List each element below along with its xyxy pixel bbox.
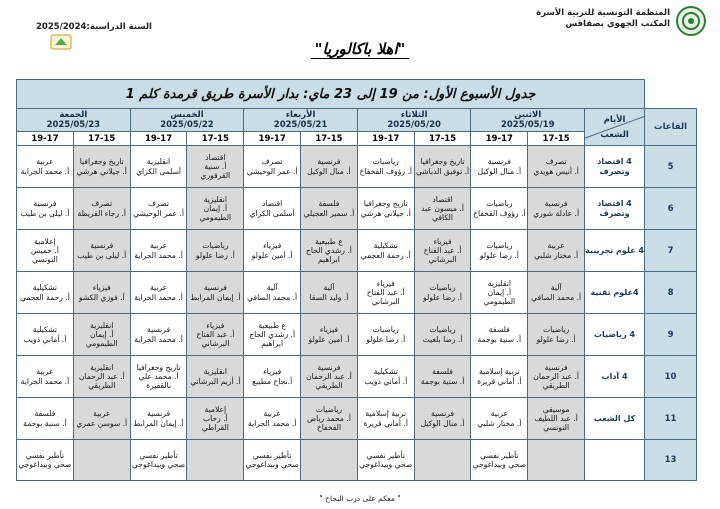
session-cell: انقليزية أسلمى الكراي — [130, 146, 187, 188]
room-number: 13 — [645, 440, 697, 481]
session-cell: تأطير نفسي صحي وبيداغوجي — [244, 440, 301, 481]
time-slot-header: 19-17 — [244, 132, 301, 146]
session-cell: فرنسية أ. ليلى بن طيب — [73, 230, 130, 272]
session-cell: عربية أ. محمد الجراية — [17, 356, 74, 398]
title-row — [17, 80, 697, 109]
session-cell: تاريخ وجغرافيا أ. توفيق الدباشي — [414, 146, 471, 188]
time-slot-header: 19-17 — [130, 132, 187, 146]
session-cell: اقتصاد أسلمى الكراي — [244, 188, 301, 230]
schedule-row — [17, 272, 697, 314]
session-cell: عربية أ. محمد الجراية — [130, 272, 187, 314]
time-slot-header: 19-17 — [17, 132, 74, 146]
session-cell: تأطير نفسي صحي وبيداغوجي — [357, 440, 414, 481]
section-name: 4 رياضيات — [585, 314, 645, 356]
session-cell: فرنسية أ. إيمان المرابط — [130, 398, 187, 440]
room-number: 9 — [645, 314, 697, 356]
days-row — [17, 109, 697, 132]
session-cell: تأطير نفسي صحي وبيداغوجي — [130, 440, 187, 481]
session-cell: تشكيلية أ. أماني ذويب — [17, 314, 74, 356]
day-header-friday: الجمعة 2025/05/23 — [17, 109, 131, 132]
session-cell: رياضيات أ. رضا علولو — [528, 314, 585, 356]
session-cell: فرنسية أ. منال الوكيل — [471, 146, 528, 188]
session-cell: انقليزية أ. إيمان الطيمومي — [471, 272, 528, 314]
session-cell: اقتصاد أ. ميسون عبد الكافي — [414, 188, 471, 230]
time-slot-header: 17-15 — [301, 132, 358, 146]
organization-header — [536, 8, 670, 30]
blank-corner — [645, 80, 697, 109]
time-slot-header: 17-15 — [73, 132, 130, 146]
room-number: 11 — [645, 398, 697, 440]
session-cell: رياضيات أ. محمد رياض الفخفاخ — [301, 398, 358, 440]
session-cell: تصرف أ. عمر الوحيشي — [244, 146, 301, 188]
session-cell: موسيقى أ. عبد اللطيف التونسي — [528, 398, 585, 440]
session-cell: عربية أ. محمد الجراية — [130, 230, 187, 272]
schedule-table-wrapper — [16, 79, 696, 481]
session-cell: عربية أ. محمد الجراية — [17, 146, 74, 188]
schedule-row — [17, 440, 697, 481]
room-number: 7 — [645, 230, 697, 272]
session-cell — [528, 440, 585, 481]
session-cell: فلسفة أ. سمير العجيلي — [301, 188, 358, 230]
session-cell: انقليزية أ. عبد الرحمان الطريقي — [73, 356, 130, 398]
time-slot-header: 17-15 — [528, 132, 585, 146]
session-cell: فرنسية أ. إيمان المرابط — [187, 272, 244, 314]
session-cell — [73, 440, 130, 481]
session-cell: فلسفة أ. سنية بوجمة — [17, 398, 74, 440]
session-cell: رياضيات أ. رضا علولو — [187, 230, 244, 272]
day-header-monday: الاثنين 2025/05/19 — [471, 109, 585, 132]
session-cell: فيزياء أ. أمين علولو — [244, 230, 301, 272]
session-cell: فيزياء أ. عبد الفتاح البرشاني — [187, 314, 244, 356]
section-name: 4 اقتصاد وتصرف — [585, 146, 645, 188]
session-cell: تشكيلية أ. رحمة العجمي — [17, 272, 74, 314]
session-cell: عربية أ. مختار شلبي — [528, 230, 585, 272]
session-cell: فلسفة أ. سنية بوجمة — [414, 356, 471, 398]
rooms-header: القاعات — [645, 109, 697, 146]
regional-office: المكتب الجهوي بصفاقس — [565, 19, 670, 29]
session-cell: عربية أ. مختار شلبي — [471, 398, 528, 440]
session-cell — [414, 440, 471, 481]
session-cell: ع طبيعية أ. رشدي الحاج ابراهيم — [301, 230, 358, 272]
session-cell: فلسفة أ. سنية بوجمة — [471, 314, 528, 356]
day-header-wednesday: الأربعاء 2025/05/21 — [244, 109, 358, 132]
section-name: 4 اقتصاد وتصرف — [585, 188, 645, 230]
time-slot-header: 17-15 — [187, 132, 244, 146]
time-slot-header: 17-15 — [414, 132, 471, 146]
section-name: 4علوم تقنية — [585, 272, 645, 314]
session-cell: إعلامية أ. خميس التونسي — [17, 230, 74, 272]
day-header-tuesday: الثلاثاء 2025/05/20 — [357, 109, 471, 132]
session-cell: فرنسية أ. منال الوكيل — [414, 398, 471, 440]
schedule-row — [17, 146, 697, 188]
schedule-row — [17, 314, 697, 356]
schedule-row — [17, 188, 697, 230]
schedule-row — [17, 398, 697, 440]
session-cell: تصرف أ. رجاء القريظة — [73, 188, 130, 230]
session-cell: تاريخ وجغرافيا أ. جيلاني هرشي — [73, 146, 130, 188]
session-cell: رياضيات أ. رضا بلغيث — [414, 314, 471, 356]
session-cell: آلية أ. محمد الصافي — [528, 272, 585, 314]
session-cell: انقليزية أ. إيمان الطيمومي — [187, 188, 244, 230]
session-cell: آلية أ. وليد السقا — [301, 272, 358, 314]
session-cell: رياضيات أ. رؤوف الفخفاخ — [471, 188, 528, 230]
session-cell: فرنسية أ. عبد الرحمان الطريقي — [528, 356, 585, 398]
session-cell: تأطير نفسي صحي وبيداغوجي — [471, 440, 528, 481]
room-number: 10 — [645, 356, 697, 398]
schedule-row — [17, 356, 697, 398]
schedule-row — [17, 230, 697, 272]
room-number: 6 — [645, 188, 697, 230]
days-sections-header: الأيام الشعب — [585, 109, 645, 146]
session-cell: فيزياء أ. عبد الفتاح البرشاني — [414, 230, 471, 272]
session-cell: انقليزية أ. أريم البرشاني — [187, 356, 244, 398]
room-number: 8 — [645, 272, 697, 314]
room-number: 5 — [645, 146, 697, 188]
session-cell: تاريخ وجغرافيا أ. محمد علي بالقفيرة — [130, 356, 187, 398]
welcome-title: "اهلا باكالوريا" — [0, 40, 720, 58]
session-cell: انقليزية أ. إيمان الطيمومي — [73, 314, 130, 356]
session-cell — [187, 440, 244, 481]
session-cell: فرنسية أ. عادلة شوري — [528, 188, 585, 230]
section-name: 4 علوم تجريبية — [585, 230, 645, 272]
session-cell: فيزياء أ. أمين علولو — [301, 314, 358, 356]
session-cell: تاريخ وجغرافيا أ. جيلاني هرشي — [357, 188, 414, 230]
time-slot-header: 19-17 — [357, 132, 414, 146]
session-cell: فرنسية أ. عبد الرحمان الطريقي — [301, 356, 358, 398]
session-cell: تربية إسلامية أ. أماني قريرة — [357, 398, 414, 440]
section-name: 4 آداب — [585, 356, 645, 398]
session-cell — [301, 440, 358, 481]
session-cell: فرنسية أ. ليلى بن طيب — [17, 188, 74, 230]
session-cell: فيزياء أ. فوزي الكشو — [73, 272, 130, 314]
time-slot-header: 19-17 — [471, 132, 528, 146]
session-cell: عربية أ. سوسن عمري — [73, 398, 130, 440]
session-cell: تشكيلية أ. أماني ذويب — [357, 356, 414, 398]
session-cell: اقتصاد أ. سنية القرقوري — [187, 146, 244, 188]
school-year: السنة الدراسية:2025/2024 — [36, 22, 152, 32]
session-cell: فيزياء أ. عبد الفتاح البرشاني — [357, 272, 414, 314]
session-cell: فرنسية أ. محمد الجراية — [130, 314, 187, 356]
session-cell: فرنسية أ. منال الوكيل — [301, 146, 358, 188]
org-name: المنظمة التونسية للتربية الأسرة — [536, 8, 670, 18]
session-cell: إعلامية أ. رحاب القراطي — [187, 398, 244, 440]
session-cell: فيزياء أ.نجاح مطيبع — [244, 356, 301, 398]
session-cell: تربية إسلامية أ. أماني قريرة — [471, 356, 528, 398]
session-cell: تأطير نفسي صحي وبيداغوجي — [17, 440, 74, 481]
session-cell: رياضيات أ. رضا علولو — [471, 230, 528, 272]
session-cell: رياضيات أ. رؤوف الفخفاخ — [357, 146, 414, 188]
session-cell: آلية أ. محمد الصافي — [244, 272, 301, 314]
organization-logo — [676, 6, 706, 36]
session-cell: رياضيات أ. رضا علولو — [414, 272, 471, 314]
section-name: كل الشعب — [585, 398, 645, 440]
session-cell: رياضيات أ. رضا علولو — [357, 314, 414, 356]
session-cell: تصرف أ. عمر الوحيشي — [130, 188, 187, 230]
section-name — [585, 440, 645, 481]
session-cell: عربية أ. محمد الجراية — [244, 398, 301, 440]
session-cell: تصرف أ. أنيس هويدي — [528, 146, 585, 188]
day-header-thursday: الخميس 2025/05/22 — [130, 109, 244, 132]
session-cell: ع طبيعية أ. رشدي الحاج ابراهيم — [244, 314, 301, 356]
session-cell: تشكيلية أ. رحمة العجمي — [357, 230, 414, 272]
schedule-title: جدول الأسبوع الأول: من 19 إلى 23 ماي: بدار الأسرة طريق قرمدة كلم 1 — [17, 80, 645, 109]
schedule-table — [16, 79, 697, 481]
footer-slogan: " معكم على درب النجاح " — [319, 494, 401, 503]
